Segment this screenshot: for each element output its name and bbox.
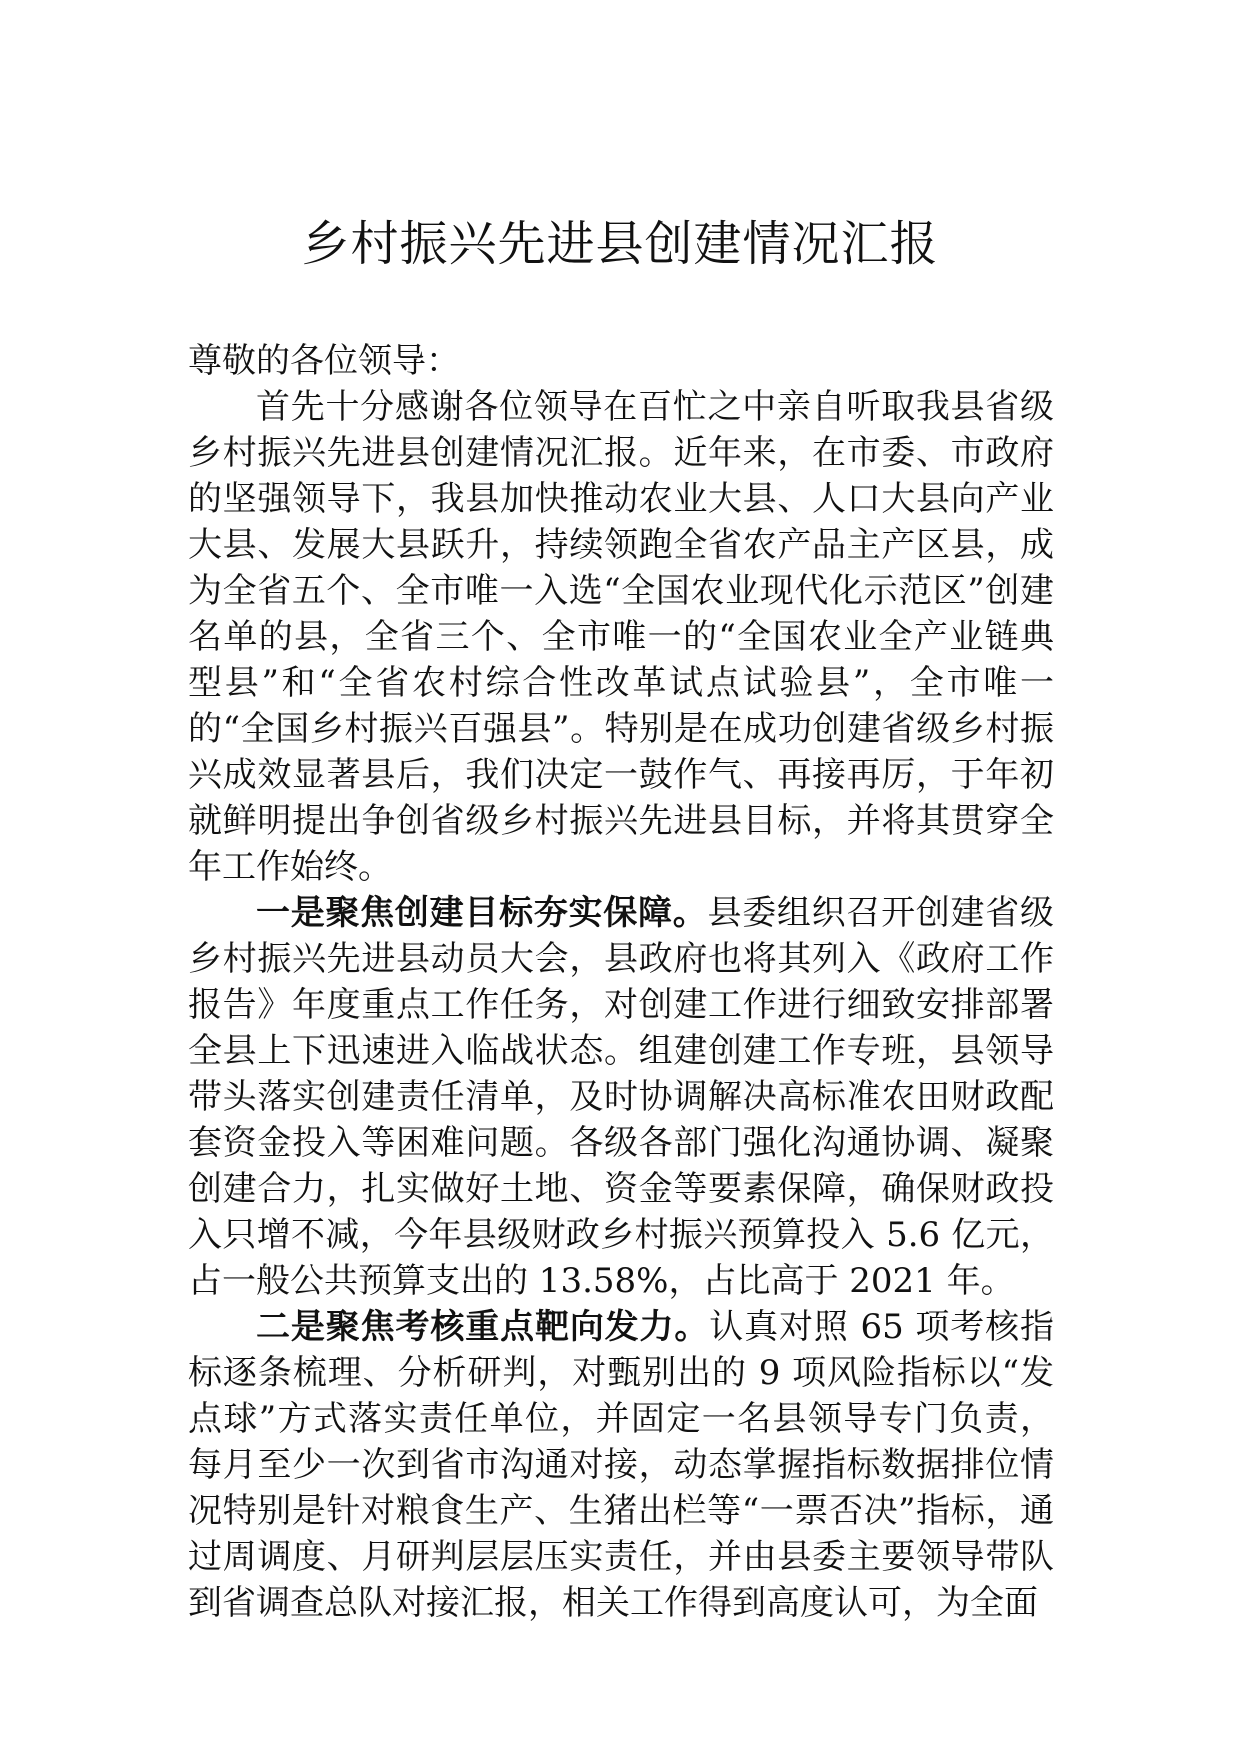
paragraph-lead: 一是聚焦创建目标夯实保障。: [256, 893, 708, 933]
document-body: [188, 338, 1054, 1626]
paragraph-text: 县委组织召开创建省级乡村振兴先进县动员大会，县政府也将其列入《政府工作报告》年度重点工作任务，对创建工作进行细致安排部署全县上下迅速进入临战状态。组建创建工作专班，县领导带头落实创建责任清单，及时协调解决高标准农田财政配套资金投入等困难问题。各级各部门强化沟通协调、凝聚创建合力，扎实做好土地、资金等要素保障，确保财政投入只增不减，今年县级财政乡村振兴预算投入 5.6 亿元，占一般公共预算支出的 13.58%，占比高于 2021 年。: [188, 893, 1055, 1301]
salutation: 尊敬的各位领导：: [188, 341, 460, 381]
paragraph-text: 认真对照 65 项考核指标逐条梳理、分析研判，对甄别出的 9 项风险指标以“发点球”方式落实责任单位，并固定一名县领导专门负责，每月至少一次到省市沟通对接，动态掌握指标数据排位情况特别是针对粮食生产、生猪出栏等“一票否决”指标，通过周调度、月研判层层压实责任，并由县委主要领导带队到省调查总队对接汇报，相关工作得到高度认可，为全面: [188, 1307, 1054, 1623]
paragraph-point-two: [188, 1304, 1054, 1626]
paragraph-lead: 二是聚焦考核重点靶向发力。: [256, 1307, 710, 1347]
document-title: 乡村振兴先进县创建情况汇报: [301, 216, 939, 272]
paragraph-point-one: [188, 890, 1054, 1304]
paragraph-text: 首先十分感谢各位领导在百忙之中亲自听取我县省级乡村振兴先进县创建情况汇报。近年来，在市委、市政府的坚强领导下，我县加快推动农业大县、人口大县向产业大县、发展大县跃升，持续领跑全省农产品主产区县，成为全省五个、全市唯一入选“全国农业现代化示范区”创建名单的县，全省三个、全市唯一的“全国农业全产业链典型县”和“全省农村综合性改革试点试验县”，全市唯一的“全国乡村振兴百强县”。特别是在成功创建省级乡村振兴成效显著县后，我们决定一鼓作气、再接再厉，于年初就鲜明提出争创省级乡村振兴先进县目标，并将其贯穿全年工作始终。: [188, 387, 1054, 887]
paragraph-intro: [188, 384, 1054, 890]
